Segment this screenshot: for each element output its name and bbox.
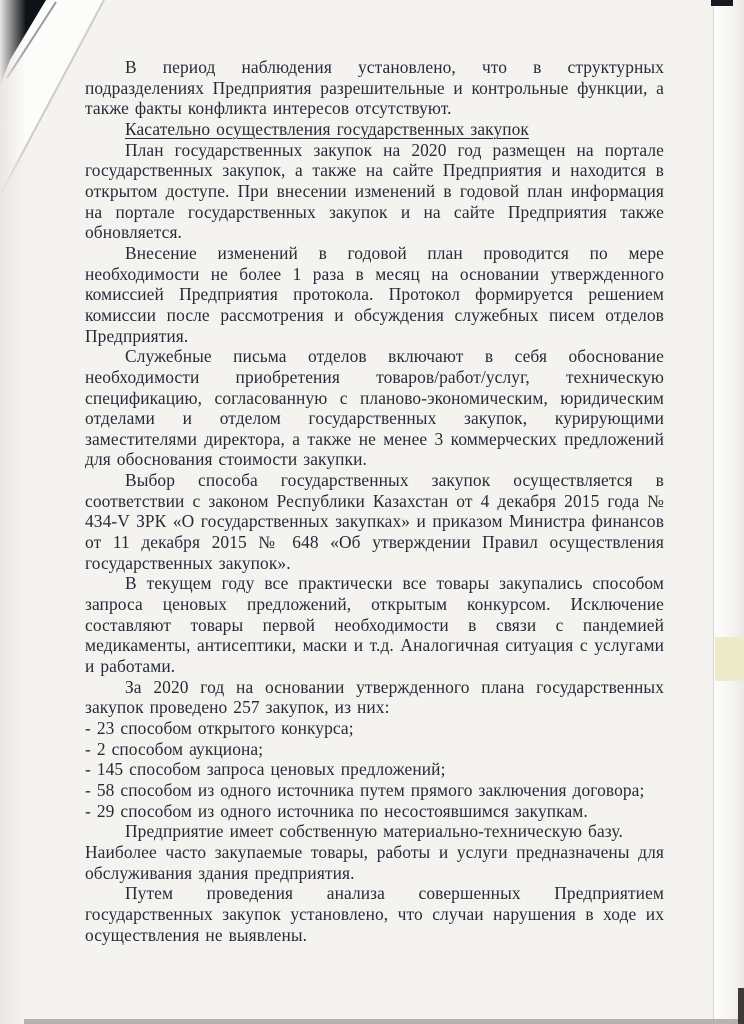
- paragraph: План государственных закупок на 2020 год размещен на портале государственных закупок, а также на сайте Предприятия и находится в открытом доступе. При внесении изменений в годовой план информация на портале государственных закупок и на сайте Предприятия также обновляется.: [85, 139, 664, 243]
- paragraph: В период наблюдения установлено, что в структурных подразделениях Предприятия разрешительные и контрольные функции, а также факты конфликта интересов отсутствуют.: [85, 57, 664, 119]
- heading-underlined: Касательно осуществления государственных закупок: [125, 118, 529, 139]
- list-item: - 145 способом запроса ценовых предложений;: [85, 759, 446, 780]
- list-item: - 58 способом из одного источника путем прямого заключения договора;: [85, 779, 645, 800]
- list-item: - 23 способом открытого конкурса;: [85, 718, 354, 738]
- paragraph: Служебные письма отделов включают в себя обоснование необходимости приобретения товаров/работ/услуг, техническую спецификацию, согласованную с планово-экономическим, юридическим отделами и отделом государственных закупок, курирующими заместителями директора, а также не менее 3 коммерческих предложений для обоснования стоимости закупки.: [85, 346, 664, 470]
- paragraph: Выбор способа государственных закупок осуществляется в соответствии с законом Республики Казахстан от 4 декабря 2015 года № 434-V ЗРК «О государственных закупках» и приказом Министра финансов от 11 декабря 2015 № 648 «Об утверждении Правил осуществления государственных закупок».: [85, 470, 664, 573]
- paragraph: Наиболее часто закупаемые товары, работы и услуги предназначены для обслуживания здания предприятия.: [85, 841, 664, 883]
- list-item: - 2 способом аукциона;: [85, 738, 264, 759]
- paragraph: В текущем году все практически все товары закупались способом запроса ценовых предложений, открытым конкурсом. Исключение составляют товары первой необходимости в связи с пандемией медикаменты, антисептики, маски и т.д. Аналогичная ситуация с услугами и работами.: [85, 573, 664, 677]
- scan-bottom-edge-line: [24, 1019, 738, 1024]
- scan-cream-patch: [715, 637, 744, 681]
- paragraph: Внесение изменений в годовой план проводится по мере необходимости не более 1 раза в месяц на основании утвержденного комиссией Предприятия протокола. Протокол формируется решением комиссии после рассмотрения и обсуждения служебных писем отделов Предприятия.: [85, 242, 664, 346]
- scan-bottom-right-dark-strip: [738, 988, 744, 1024]
- scan-right-backing-strip: [713, 0, 744, 1024]
- scan-top-right-dark-bar: [711, 0, 733, 6]
- paragraph: Путем проведения анализа совершенных Предприятием государственных закупок установлено, что случаи нарушения в ходе их осуществления не выявлены.: [85, 883, 664, 945]
- list-item: - 29 способом из одного источника по несостоявшимся закупкам.: [85, 800, 588, 821]
- document-text-column: [85, 57, 664, 945]
- paragraph: Предприятие имеет собственную материально-техническую базу.: [125, 821, 623, 842]
- paragraph: За 2020 год на основании утвержденного плана государственных закупок проведено 257 закупок, из них:: [85, 676, 664, 718]
